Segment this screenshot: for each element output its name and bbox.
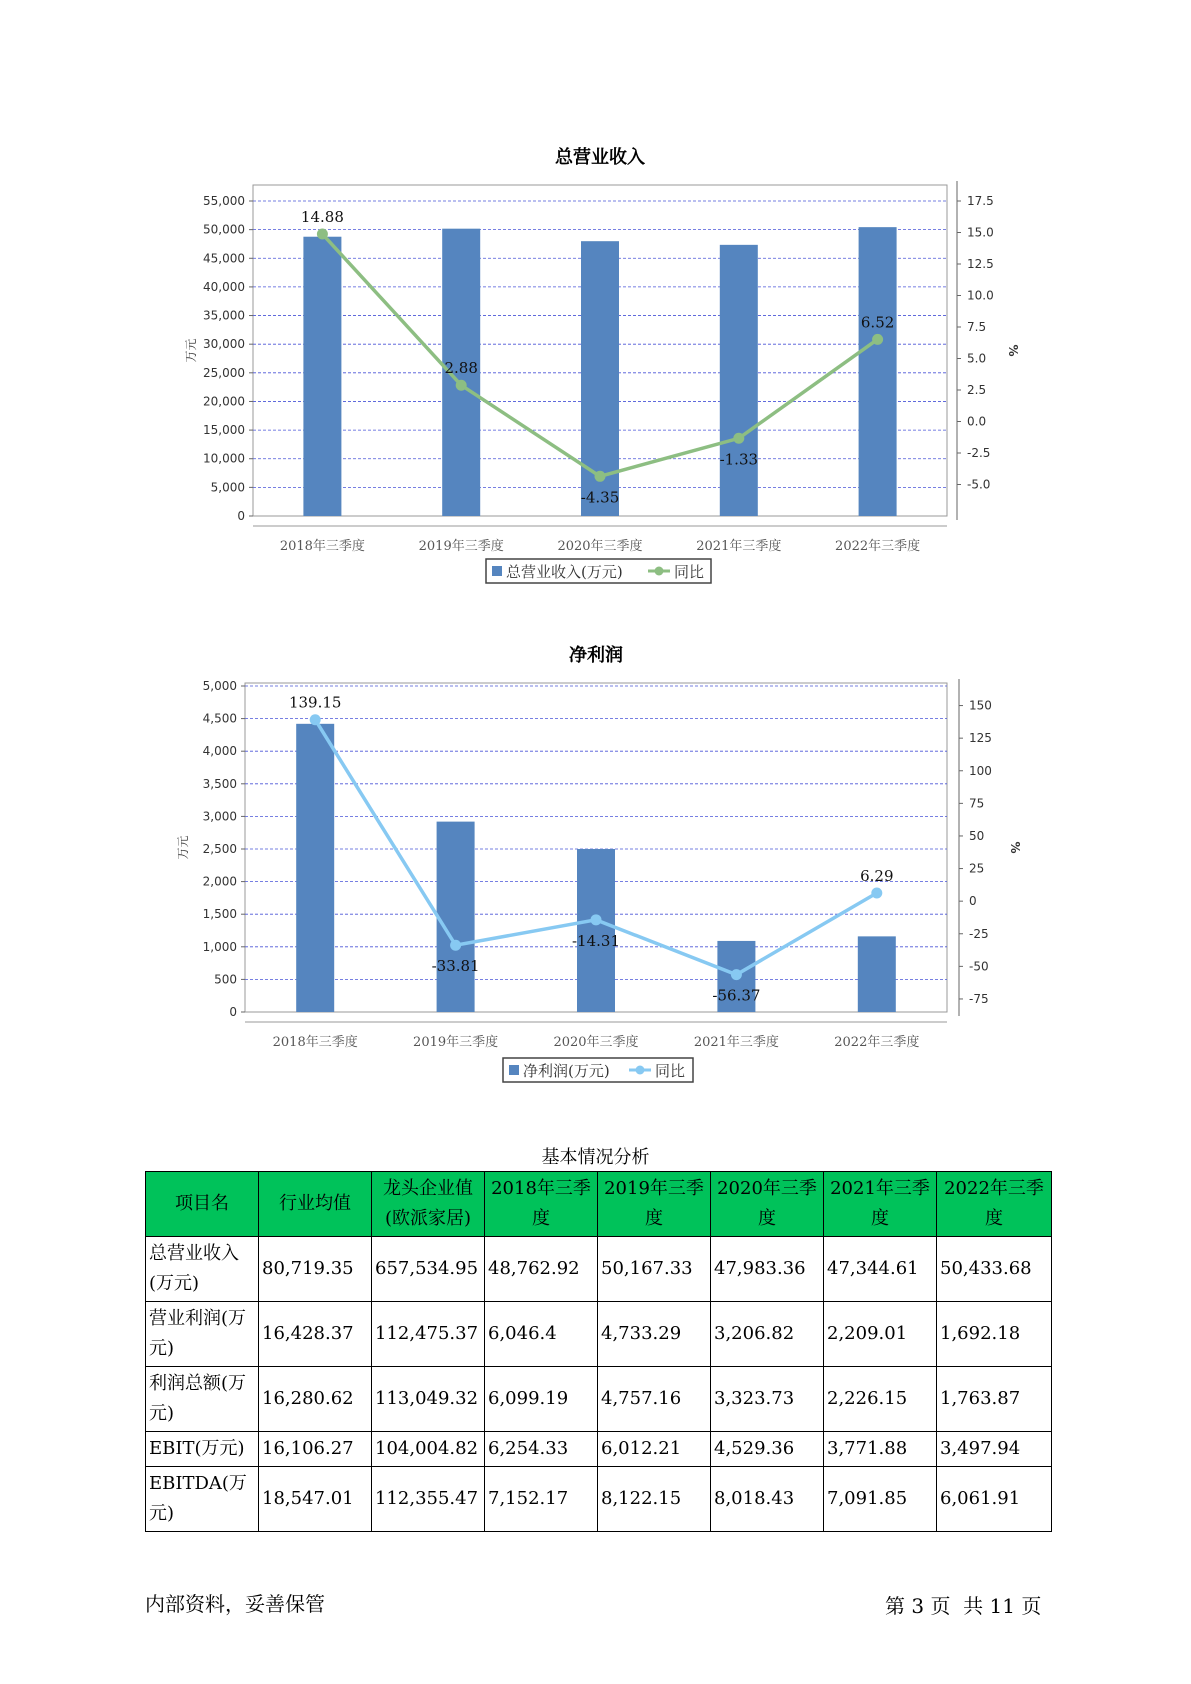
- value-cell: 4,529.36: [711, 1432, 824, 1467]
- yoy-point: [871, 887, 882, 898]
- x-tick-label: 2018年三季度: [272, 1035, 358, 1050]
- y-tick-label: 3,000: [202, 809, 237, 824]
- y2-tick-label: 125: [969, 731, 992, 746]
- y2-tick-label: 0.0: [967, 414, 987, 429]
- basic-analysis-table: [145, 1171, 1052, 1532]
- footer-confidential: 内部资料，妥善保管: [145, 1592, 325, 1616]
- value-cell: 7,152.17: [485, 1467, 598, 1532]
- table-header-row: [146, 1172, 1052, 1237]
- y-tick-label: 35,000: [203, 308, 245, 323]
- legend-bar-swatch: [509, 1065, 519, 1075]
- value-cell: 6,061.91: [937, 1467, 1052, 1532]
- x-tick-label: 2019年三季度: [413, 1035, 499, 1050]
- y2-tick-label: 7.5: [967, 320, 987, 334]
- y-tick-label: 1,500: [202, 907, 237, 922]
- y2-tick-label: 100: [969, 763, 992, 778]
- bar: [437, 822, 475, 1012]
- yoy-data-label: -4.35: [580, 488, 620, 507]
- value-cell: 4,733.29: [598, 1302, 711, 1367]
- header-cell: 2022年三季度: [937, 1172, 1052, 1237]
- x-tick-label: 2021年三季度: [696, 539, 782, 554]
- value-cell: 113,049.32: [372, 1367, 485, 1432]
- value-cell: 47,983.36: [711, 1237, 824, 1302]
- y2-tick-label: 75: [969, 796, 985, 811]
- value-cell: 8,122.15: [598, 1467, 711, 1532]
- value-cell: 657,534.95: [372, 1237, 485, 1302]
- value-cell: 6,099.19: [485, 1367, 598, 1432]
- y2-tick-label: 0: [969, 894, 977, 909]
- yoy-data-label: 139.15: [288, 693, 342, 712]
- y2-tick-label: 10.0: [967, 288, 994, 303]
- bar: [296, 724, 334, 1012]
- value-cell: 3,771.88: [824, 1432, 937, 1467]
- y-axis-label: 万元: [184, 338, 198, 363]
- y-axis-label: 万元: [176, 835, 190, 860]
- table-title: 基本情况分析: [541, 1147, 650, 1168]
- value-cell: 50,167.33: [598, 1237, 711, 1302]
- value-cell: 6,046.4: [485, 1302, 598, 1367]
- y-tick-label: 50,000: [203, 222, 245, 237]
- value-cell: 104,004.82: [372, 1432, 485, 1467]
- row-label-cell: EBITDA(万元): [146, 1467, 259, 1532]
- yoy-data-label: -14.31: [571, 931, 621, 950]
- value-cell: 3,323.73: [711, 1367, 824, 1432]
- value-cell: 47,344.61: [824, 1237, 937, 1302]
- value-cell: 16,280.62: [259, 1367, 372, 1432]
- yoy-point: [450, 940, 461, 951]
- y-tick-label: 10,000: [203, 451, 245, 466]
- footer-page-number: 第 3 页 共 11 页: [885, 1594, 1042, 1618]
- yoy-data-label: 6.52: [860, 313, 895, 332]
- legend-line-label: 同比: [674, 563, 705, 581]
- value-cell: 16,428.37: [259, 1302, 372, 1367]
- y2-tick-label: -25: [969, 926, 989, 941]
- y-tick-label: 500: [214, 972, 237, 987]
- header-cell: 项目名: [146, 1172, 259, 1237]
- y2-tick-label: -50: [969, 959, 989, 974]
- y-tick-label: 5,000: [210, 480, 245, 495]
- yoy-point: [310, 714, 321, 725]
- y-tick-label: 25,000: [203, 365, 245, 380]
- value-cell: 50,433.68: [937, 1237, 1052, 1302]
- y-tick-label: 0: [237, 509, 245, 523]
- y2-tick-label: -75: [969, 991, 989, 1006]
- legend-bar-label: 总营业收入(万元): [506, 563, 623, 581]
- row-label-cell: 总营业收入(万元): [146, 1237, 259, 1302]
- table-row: [146, 1467, 1052, 1532]
- y2-tick-label: 5.0: [967, 351, 987, 366]
- y-tick-label: 55,000: [203, 194, 245, 208]
- value-cell: 16,106.27: [259, 1432, 372, 1467]
- y-tick-label: 30,000: [203, 337, 245, 352]
- value-cell: 2,209.01: [824, 1302, 937, 1367]
- table-row: [146, 1432, 1052, 1467]
- y2-tick-label: 25: [969, 861, 985, 876]
- value-cell: 18,547.01: [259, 1467, 372, 1532]
- y-tick-label: 15,000: [203, 423, 245, 438]
- header-cell: 2021年三季度: [824, 1172, 937, 1237]
- y-tick-label: 0: [229, 1005, 237, 1019]
- x-tick-label: 2020年三季度: [557, 539, 643, 554]
- value-cell: 48,762.92: [485, 1237, 598, 1302]
- value-cell: 6,012.21: [598, 1432, 711, 1467]
- value-cell: 112,355.47: [372, 1467, 485, 1532]
- header-cell: 2019年三季度: [598, 1172, 711, 1237]
- y2-axis-label: %: [1008, 841, 1022, 854]
- x-tick-label: 2021年三季度: [693, 1035, 779, 1050]
- yoy-point: [731, 969, 742, 980]
- yoy-point: [591, 914, 602, 925]
- y-tick-label: 40,000: [203, 279, 245, 294]
- x-tick-label: 2020年三季度: [553, 1035, 639, 1050]
- y2-axis-label: %: [1006, 344, 1020, 357]
- legend-line-marker: [636, 1066, 645, 1075]
- y-tick-label: 1,000: [202, 939, 237, 954]
- y2-tick-label: 17.5: [967, 194, 994, 208]
- y-tick-label: 3,500: [202, 776, 237, 791]
- y2-tick-label: 15.0: [967, 225, 994, 240]
- header-cell: 2018年三季度: [485, 1172, 598, 1237]
- bar: [858, 936, 896, 1012]
- y-tick-label: 4,000: [202, 744, 237, 759]
- value-cell: 2,226.15: [824, 1367, 937, 1432]
- value-cell: 1,763.87: [937, 1367, 1052, 1432]
- legend-bar-label: 净利润(万元): [523, 1062, 610, 1080]
- value-cell: 6,254.33: [485, 1432, 598, 1467]
- value-cell: 1,692.18: [937, 1302, 1052, 1367]
- y2-tick-label: 12.5: [967, 257, 994, 271]
- yoy-data-label: -33.81: [431, 957, 480, 976]
- table-row: [146, 1302, 1052, 1367]
- value-cell: 3,206.82: [711, 1302, 824, 1367]
- header-cell: 2020年三季度: [711, 1172, 824, 1237]
- value-cell: 80,719.35: [259, 1237, 372, 1302]
- value-cell: 8,018.43: [711, 1467, 824, 1532]
- table-row: [146, 1367, 1052, 1432]
- value-cell: 112,475.37: [372, 1302, 485, 1367]
- y2-tick-label: 50: [969, 828, 985, 843]
- chart-title: 净利润: [569, 645, 623, 666]
- y-tick-label: 5,000: [202, 679, 237, 693]
- x-tick-label: 2022年三季度: [835, 539, 921, 554]
- row-label-cell: 利润总额(万元): [146, 1367, 259, 1432]
- row-label-cell: EBIT(万元): [146, 1432, 259, 1467]
- bar: [577, 849, 615, 1012]
- y2-tick-label: 150: [969, 698, 992, 713]
- x-tick-label: 2022年三季度: [834, 1035, 920, 1050]
- table-row: [146, 1237, 1052, 1302]
- row-label-cell: 营业利润(万元): [146, 1302, 259, 1367]
- y2-tick-label: -2.5: [967, 446, 991, 460]
- yoy-data-label: 6.29: [860, 866, 894, 885]
- y2-tick-label: -5.0: [967, 477, 991, 492]
- y-tick-label: 45,000: [203, 251, 245, 266]
- yoy-data-label: 14.88: [300, 208, 344, 227]
- y2-tick-label: 2.5: [967, 383, 987, 397]
- value-cell: 4,757.16: [598, 1367, 711, 1432]
- legend-line-label: 同比: [655, 1062, 686, 1080]
- header-cell: 行业均值: [259, 1172, 372, 1237]
- yoy-data-label: -56.37: [712, 986, 761, 1005]
- yoy-data-label: -1.33: [719, 450, 759, 469]
- x-tick-label: 2018年三季度: [279, 539, 365, 554]
- y-tick-label: 2,000: [202, 874, 237, 889]
- value-cell: 7,091.85: [824, 1467, 937, 1532]
- y-tick-label: 4,500: [202, 711, 237, 726]
- value-cell: 3,497.94: [937, 1432, 1052, 1467]
- y-tick-label: 2,500: [202, 842, 237, 856]
- yoy-data-label: 2.88: [444, 359, 478, 378]
- chart-title: 总营业收入: [555, 147, 645, 168]
- header-cell: 龙头企业值(欧派家居): [372, 1172, 485, 1237]
- y-tick-label: 20,000: [203, 394, 245, 409]
- x-tick-label: 2019年三季度: [418, 539, 504, 554]
